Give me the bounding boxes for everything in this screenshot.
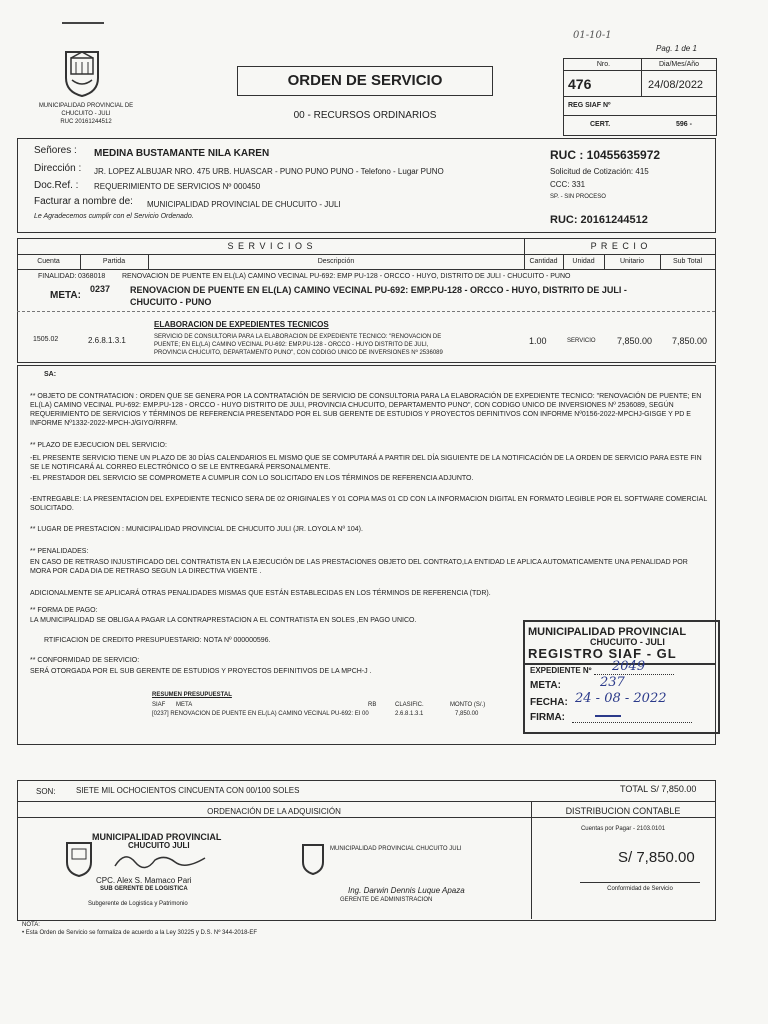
nro-label: Nro. — [596, 61, 611, 68]
entity-ruc: RUC: 20161244512 — [550, 214, 648, 226]
meta-text-line2: CHUCUITO - PUNO — [130, 297, 212, 307]
row-desc-line3: PROVINCIA CHUCUITO, DEPARTAMENTO PUNO", CON CODIGO UNICO DE INVERSIONES Nº 2536089 — [154, 350, 443, 356]
precio-header: P R E C I O — [590, 241, 649, 251]
vendor-address: JR. LOPEZ ALBUJAR NRO. 475 URB. HUASCAR - PUNO PUNO PUNO - Telefono - Lugar PUNO — [94, 167, 444, 176]
resumen-title: RESUMEN PRESUPUESTAL — [152, 692, 232, 698]
lugar-prestacion: ** LUGAR DE PRESTACION : MUNICIPALIDAD PROVINCIAL DE CHUCUITO JULI (JR. LOYOLA Nº 104). — [30, 526, 363, 533]
docref-label: Doc.Ref. : — [34, 180, 79, 191]
footer-amount: S/ 7,850.00 — [618, 849, 695, 866]
finalidad-label: FINALIDAD: — [38, 273, 77, 280]
sig1-title: SUB GERENTE DE LOGISTICA — [100, 886, 188, 892]
stamp-meta-value: 237 — [600, 675, 625, 690]
plazo-text2: -EL PRESTADOR DEL SERVICIO SE COMPROMETE A CUMPLIR CON LO SOLICITADO EN LOS TÉRMINOS DE REFERENCIA ADJUNTO. — [30, 475, 474, 482]
sig1-subtitle: Subgerente de Logistica y Patrimonio — [88, 901, 188, 907]
cuentas-pagar: Cuentas por Pagar - 2103.0101 — [580, 826, 666, 832]
municipal-crest-icon — [62, 48, 102, 98]
sp-process: SP. - SIN PROCESO — [550, 194, 606, 200]
stamp-meta-label: META: — [530, 680, 561, 691]
adicional-text: ADICIONALMENTE SE APLICARÁ OTRAS PENALIDADES MISMAS QUE ESTÁN ESTABLECIDAS EN LOS TÉRMINOS DE REFERENCIA (TDR). — [30, 590, 491, 597]
municipality-ruc: RUC 20161244512 — [60, 119, 112, 125]
col-cantidad: Cantidad — [529, 258, 558, 265]
col-descripcion: Descripción — [317, 258, 355, 265]
total-amount: TOTAL S/ 7,850.00 — [620, 784, 697, 794]
conformidad-text: SERÁ OTORGADA POR EL SUB GERENTE DE ESTUDIOS Y PROYECTOS DEFINITIVOS DE LA MPCH-J . — [30, 668, 372, 675]
meta-code: 0237 — [90, 284, 111, 294]
row-unitario: 7,850.00 — [617, 336, 653, 346]
firma-scribble — [595, 715, 621, 717]
sig1-name: CPC. Alex S. Mamaco Pari — [96, 876, 192, 885]
meta-label: META: — [50, 290, 81, 301]
municipality-line1: MUNICIPALIDAD PROVINCIAL DE — [38, 103, 134, 109]
date-label: Dia/Mes/Año — [658, 61, 700, 68]
order-number: 476 — [568, 76, 592, 92]
plazo-heading: ** PLAZO DE EJECUCION DEL SERVICIO: — [30, 442, 167, 449]
vendor-name: MEDINA BUSTAMANTE NILA KAREN — [94, 148, 270, 159]
row-partida: 2.6.8.1.3.1 — [88, 336, 126, 345]
stamp1-line1: MUNICIPALIDAD PROVINCIAL — [92, 832, 222, 842]
order-date: 24/08/2022 — [648, 79, 704, 91]
col-unidad: Unidad — [572, 258, 595, 265]
handwritten-top: 01-10-1 — [573, 30, 612, 41]
resumen-h-siaf: SIAF — [152, 702, 166, 708]
row-cantidad: 1.00 — [529, 336, 547, 346]
stamp-line2: CHUCUITO - JULI — [590, 637, 665, 647]
nota-text: • Esta Orden de Servicio se formaliza de acuerdo a la Ley 30225 y D.S. Nº 344-2018-EF — [22, 930, 258, 936]
sig2-title: GERENTE DE ADMINISTRACION — [340, 897, 433, 903]
stamp-expediente-value: 2049 — [612, 659, 646, 674]
row-cuenta: 1505.02 — [33, 336, 59, 343]
cert-value: 596 - — [676, 121, 692, 128]
stamp-firma-label: FIRMA: — [530, 712, 565, 723]
sa-label: SA: — [44, 371, 57, 378]
certificacion-text: RTIFICACION DE CREDITO PRESUPUESTARIO: NOTA Nº 000000596. — [44, 637, 271, 644]
son-label: SON: — [36, 787, 56, 796]
stamp2-text: MUNICIPALIDAD PROVINCIAL CHUCUITO JULI — [330, 846, 462, 852]
stamp-expediente-label: EXPEDIENTE Nº — [530, 666, 592, 675]
reg-siaf-label: REG SIAF Nº — [568, 102, 611, 109]
nota-label: NOTA: — [22, 922, 40, 928]
finalidad-text: RENOVACION DE PUENTE EN EL(LA) CAMINO VECINAL PU-692: EMP PU-128 - ORCCO - HUYO, DISTRITO DE JULI - CHUCUITO - PUNO — [122, 273, 571, 280]
servicios-header: S E R V I C I O S — [227, 241, 314, 251]
cert-label: CERT. — [590, 121, 611, 128]
facturar-label: Facturar a nombre de: — [34, 196, 133, 207]
son-text: SIETE MIL OCHOCIENTOS CINCUENTA CON 00/100 SOLES — [76, 786, 300, 795]
resumen-h-monto: MONTO (S/.) — [450, 702, 486, 708]
penalidades-text: EN CASO DE RETRASO INJUSTIFICADO DEL CONTRATISTA EN LA EJECUCIÓN DE LAS PRESTACIONES OBJETO DEL CONTRATO,LA ENTIDAD LE APLICA AUTOMATICAMENTE UNA PENALIDAD POR MORA POR CADA DIA DE RETRASO SEGUN LA DIRECTIVA VIGENTE . — [30, 559, 688, 575]
crest-stamp-2-icon — [300, 842, 326, 876]
plazo-text: -EL PRESENTE SERVICIO TIENE UN PLAZO DE 30 DÍAS CALENDARIOS EL MISMO QUE SE COMPUTARÁ A PARTIR DEL DÍA SIGUIENTE DE LA NOTIFICACIÓN DE LA ORDEN DE SERVICIO PARA ESTE FIN SE LE NOTIFICARÁ AL CORREO ELECTRÓNICO O SE LE ENTREGARÁ PERSONALMENTE. — [30, 455, 702, 471]
finalidad-code: 0368018 — [78, 273, 106, 280]
resumen-meta: [0237] RENOVACION DE PUENTE EN EL(LA) CAMINO VECINAL PU-692: EI 00 — [152, 711, 369, 717]
resumen-monto: 7,850.00 — [455, 711, 479, 717]
sig2-name: Ing. Darwin Dennis Luque Apaza — [348, 886, 465, 895]
stamp-line3: REGISTRO SIAF - GL — [528, 646, 677, 661]
vendor-ruc: RUC : 10455635972 — [550, 148, 661, 162]
stamp1-line2: CHUCUITO JULI — [128, 841, 190, 850]
resumen-h-clasif: CLASIFIC. — [395, 702, 424, 708]
resumen-h-meta: META — [176, 702, 193, 708]
facturar-name: MUNICIPALIDAD PROVINCIAL DE CHUCUITO - JULI — [147, 200, 341, 209]
resumen-h-rb: RB — [368, 702, 377, 708]
objeto-contratacion: ** OBJETO DE CONTRATACION : ORDEN QUE SE GENERA POR LA CONTRATACIÓN DE SERVICIO DE CONSULTORIA PARA LA ELABORACIÓN DE EXPEDIENTE TECNICO: "RENOVACIÓN DE PUENTE; EN EL(LA) CAMINO VECINAL PU-692: EMP.PU-128 - ORCCO - HUYO DISTRITO DE JULI, PROVINCIA CHUCUITO, DEPARTAMENTO PUNO", CON CODIGO UNICO DE INVERSIONES Nº 2536089, SEGÚN REQUERIMIENTO DE SERVICIOS Y TÉRMINOS DE REFERENCIA PRESENTADO POR EL SUB GERENTE DE ESTUDIOS Y PROYECTOS DEFINITIVOS CON INFORME Nº0156-2022-MPCHJ-GISGE Y PD E INFORME Nº1332-2022-MPCH-J/GIYO/RRFM. — [30, 393, 702, 427]
forma-pago-heading: ** FORMA DE PAGO: — [30, 607, 98, 614]
ordenacion-label: ORDENACIÓN DE LA ADQUISICIÓN — [207, 807, 341, 816]
senores-label: Señores : — [34, 145, 77, 156]
entregable-text: -ENTREGABLE: LA PRESENTACION DEL EXPEDIENTE TECNICO SERA DE 02 ORIGINALES Y 01 COPIA MAS 01 CD CON LA INFORMACION DIGITAL EN FORMATO LEGIBLE POR EL SOFTWARE COMERCIAL SOLICITADO. — [30, 496, 707, 512]
col-unitario: Unitario — [619, 258, 645, 265]
top-pen-mark — [62, 22, 104, 24]
row-desc-title: ELABORACION DE EXPEDIENTES TECNICOS — [154, 320, 329, 329]
forma-pago-text: LA MUNICIPALIDAD SE OBLIGA A PAGAR LA CONTRAPRESTACION A EL CONTRATISTA EN SOLES ,EN PAGO UNICO. — [30, 617, 417, 624]
stamp-line1: MUNICIPALIDAD PROVINCIAL — [528, 626, 687, 638]
stamp-fecha-label: FECHA: — [530, 697, 568, 708]
page-number: Pag. 1 de 1 — [656, 44, 697, 53]
agradecemos-text: Le Agradecemos cumplir con el Servicio Ordenado. — [34, 213, 194, 220]
page-title: ORDEN DE SERVICIO — [287, 72, 443, 89]
col-subtotal: Sub Total — [672, 258, 703, 265]
ccc-number: CCC: 331 — [550, 180, 586, 189]
conformidad-servicio: Conformidad de Servicio — [607, 886, 673, 892]
col-partida: Partida — [102, 258, 126, 265]
penalidades-heading: ** PENALIDADES: — [30, 548, 89, 555]
row-desc-line2: PUENTE; EN EL(LA) CAMINO VECINAL PU-692: EMP.PU-128 - ORCCO - HUYO DISTRITO DE JULI, — [154, 342, 429, 348]
crest-stamp-icon — [64, 840, 94, 878]
row-desc-line1: SERVICIO DE CONSULTORIA PARA LA ELABORACION DE EXPEDIENTE TECNICO: "RENOVACION DE — [154, 334, 442, 340]
row-unidad: SERVICIO — [567, 338, 596, 344]
conformidad-heading: ** CONFORMIDAD DE SERVICIO: — [30, 657, 140, 664]
municipality-line2: CHUCUITO - JULI — [61, 111, 111, 117]
page-subtitle: 00 - RECURSOS ORDINARIOS — [293, 110, 437, 121]
stamp-fecha-value: 24 - 08 - 2022 — [575, 691, 667, 706]
direccion-label: Dirección : — [34, 163, 82, 174]
meta-text-line1: RENOVACION DE PUENTE EN EL(LA) CAMINO VECINAL PU-692: EMP.PU-128 - ORCCO - HUYO, DISTRITO DE JULI - — [130, 285, 627, 295]
solicitud-cotizacion: Solicitud de Cotización: 415 — [550, 167, 649, 176]
col-cuenta: Cuenta — [37, 258, 60, 265]
distribucion-label: DISTRIBUCION CONTABLE — [565, 806, 681, 816]
row-subtotal: 7,850.00 — [672, 336, 708, 346]
doc-reference: REQUERIMIENTO DE SERVICIOS Nº 000450 — [94, 182, 261, 191]
signature-1-icon — [110, 848, 210, 872]
resumen-clasif: 2.6.8.1.3.1 — [395, 711, 424, 717]
